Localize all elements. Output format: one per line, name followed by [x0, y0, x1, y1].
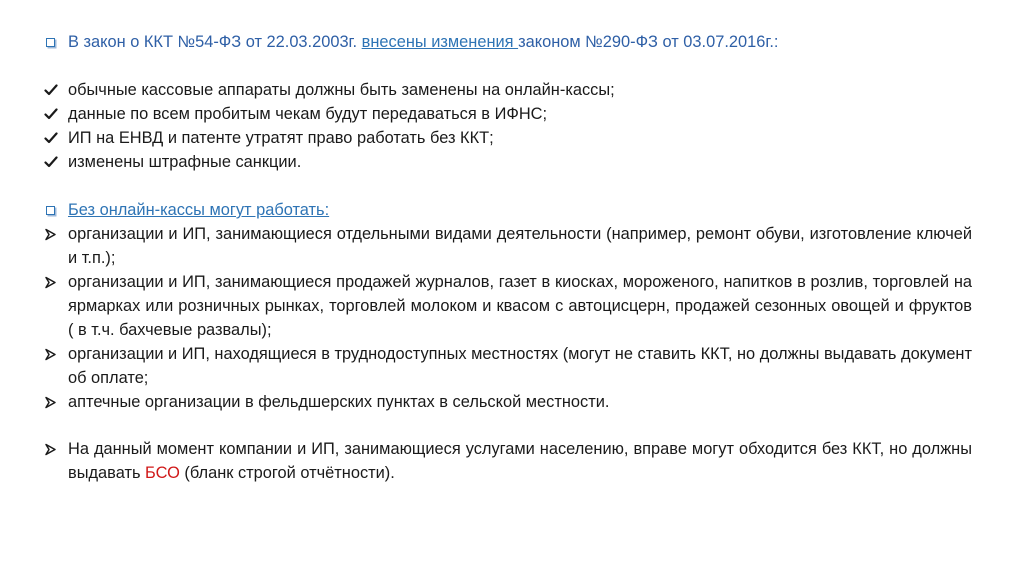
- check-item-text: данные по всем пробитым чекам будут передаваться в ИФНС;: [68, 105, 548, 123]
- check-icon: [44, 102, 68, 126]
- section2-header: [44, 198, 972, 222]
- arrow-bullet-icon: [44, 390, 68, 414]
- arrow-item: [44, 342, 972, 390]
- note-text-after: (бланк строгой отчётности).: [179, 464, 395, 482]
- spacer: [44, 54, 972, 78]
- check-item-text: обычные кассовые аппараты должны быть заменены на онлайн-кассы;: [68, 81, 615, 99]
- note-text-before: На данный момент компании и ИП, занимающиеся услугами населению, вправе могут обходится без ККТ, но должны выдавать: [68, 440, 972, 482]
- arrow-bullet-icon: [44, 270, 68, 294]
- arrow-item: [44, 270, 972, 342]
- section1-header-link: внесены изменения: [361, 33, 519, 51]
- arrow-item-text: организации и ИП, занимающиеся отдельными видами деятельности (например, ремонт обуви, изготовление ключей и т.п.);: [68, 225, 972, 267]
- section1-header-before: В закон о ККТ №54-ФЗ от 22.03.2003г.: [68, 33, 362, 51]
- check-item: [44, 126, 972, 150]
- note-item-text: [68, 437, 972, 485]
- check-item: [44, 102, 972, 126]
- section1-header: [44, 30, 972, 54]
- square-bullet-icon: [46, 38, 55, 47]
- section1-header-after: законом №290-ФЗ от 03.07.2016г.:: [518, 33, 779, 51]
- section2-header-text: Без онлайн-кассы могут работать:: [68, 201, 330, 219]
- check-item: [44, 78, 972, 102]
- arrow-item: [44, 222, 972, 270]
- check-icon: [44, 150, 68, 174]
- check-item-text: изменены штрафные санкции.: [68, 153, 302, 171]
- check-icon: [44, 126, 68, 150]
- check-item: [44, 150, 972, 174]
- check-item-text: ИП на ЕНВД и патенте утратят право работать без ККТ;: [68, 129, 494, 147]
- arrow-item: [44, 390, 972, 414]
- arrow-item-text: организации и ИП, занимающиеся продажей журналов, газет в киосках, мороженого, напитков в розлив, торговлей на ярмарках или розничных рынках, торговлей молоком и квасом с автоцисцерн, продажей сезонных овощей и фруктов ( в т.ч. бахчевые развалы);: [68, 273, 972, 339]
- spacer: [44, 414, 972, 437]
- arrow-item-text: организации и ИП, находящиеся в труднодоступных местностях (могут не ставить ККТ, но должны выдавать документ об оплате;: [68, 345, 972, 387]
- arrow-bullet-icon: [44, 342, 68, 366]
- note-item: [44, 437, 972, 485]
- arrow-item-text: аптечные организации в фельдшерских пунктах в сельской местности.: [68, 393, 610, 411]
- check-icon: [44, 78, 68, 102]
- section1-header-text: [68, 30, 972, 54]
- slide: [44, 30, 972, 485]
- spacer: [44, 174, 972, 198]
- square-bullet-icon: [46, 206, 55, 215]
- arrow-bullet-icon: [44, 437, 68, 461]
- arrow-bullet-icon: [44, 222, 68, 246]
- bso-highlight: БСО: [145, 464, 180, 482]
